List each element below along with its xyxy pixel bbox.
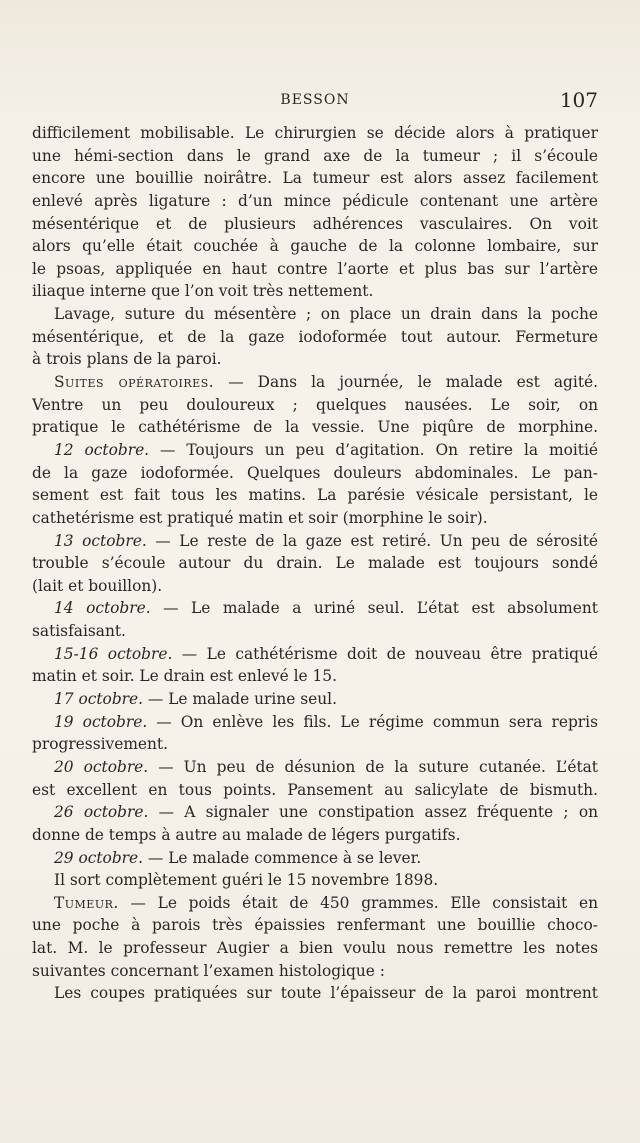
- text-line: [32, 530, 598, 553]
- text-line: [32, 145, 598, 168]
- text-line: [32, 552, 598, 575]
- line-text: — Le cathétérisme doit de nouveau être pratiqué: [172, 644, 598, 663]
- text-line: [32, 597, 598, 620]
- line-text: lat. M. le professeur Augier a bien voulu nous remettre les notes: [32, 939, 598, 958]
- text-line: [32, 892, 598, 915]
- text-line: [32, 779, 598, 802]
- date-label: 20 octobre.: [54, 757, 149, 776]
- date-label: 29 octobre.: [54, 848, 144, 867]
- text-line: [32, 416, 598, 439]
- line-text: sement est fait tous les matins. La parésie vésicale persistant, le: [32, 486, 598, 505]
- line-text: — A signaler une constipation assez fréquente ; on: [148, 803, 598, 822]
- line-text: — Le poids était de 450 grammes. Elle consistait en: [118, 893, 598, 912]
- text-line: [32, 439, 598, 462]
- line-text: est excellent en tous points. Pansement au salicylate de bismuth.: [32, 780, 598, 799]
- running-head-author: BESSON: [280, 92, 350, 108]
- text-line: [32, 303, 598, 326]
- text-line: [32, 847, 598, 870]
- running-head: [32, 88, 598, 114]
- text-line: [32, 824, 598, 847]
- text-line: [32, 484, 598, 507]
- line-text: — Un peu de désunion de la suture cutanée. L’état: [148, 757, 598, 776]
- text-line: [32, 914, 598, 937]
- text-line: [32, 507, 598, 530]
- text-line: [32, 167, 598, 190]
- text-line: [32, 258, 598, 281]
- text-line: [32, 982, 598, 1005]
- line-text: suivantes concernant l’examen histologique :: [32, 961, 385, 980]
- line-text: Les coupes pratiquées sur toute l’épaisseur de la paroi montrent: [54, 984, 598, 1003]
- date-label: 12 octobre.: [54, 440, 150, 459]
- text-line: [32, 711, 598, 734]
- text-line: [32, 620, 598, 643]
- line-text: à trois plans de la paroi.: [32, 350, 222, 369]
- line-text: iliaque interne que l’on voit très nettement.: [32, 282, 374, 301]
- line-text: difficilement mobilisable. Le chirurgien se décide alors à pratiquer: [32, 124, 598, 142]
- line-text: une hémi-section dans le grand axe de la tumeur ; il s’écoule: [32, 146, 598, 165]
- line-text: — Le reste de la gaze est retiré. Un peu de sérosité: [146, 531, 598, 550]
- text-line: [32, 665, 598, 688]
- section-heading: Suites opératoires.: [54, 373, 215, 392]
- line-text: Il sort complètement guéri le 15 novembre 1898.: [54, 871, 439, 890]
- text-line: [32, 462, 598, 485]
- line-text: — On enlève les fils. Le régime commun sera repris: [147, 712, 598, 731]
- line-text: Ventre un peu douloureux ; quelques nausées. Le soir, on: [32, 395, 598, 414]
- text-line: [32, 733, 598, 756]
- line-text: progressivement.: [32, 735, 169, 754]
- line-text: de la gaze iodoformée. Quelques douleurs abdominales. Le pan-: [32, 463, 598, 482]
- text-line: [32, 643, 598, 666]
- text-line: [32, 280, 598, 303]
- line-text: alors qu’elle était couchée à gauche de la colonne lombaire, sur: [32, 237, 598, 256]
- line-text: (lait et bouillon).: [32, 576, 163, 595]
- line-text: matin et soir. Le drain est enlevé le 15.: [32, 667, 337, 686]
- date-label: 26 octobre.: [54, 803, 149, 822]
- line-text: satisfaisant.: [32, 622, 126, 641]
- line-text: pratique le cathétérisme de la vessie. Une piqûre de morphine.: [32, 418, 598, 437]
- line-text: — Dans la journée, le malade est agité.: [214, 373, 598, 392]
- date-label: 14 octobre.: [54, 599, 151, 618]
- line-text: donne de temps à autre au malade de légers purgatifs.: [32, 825, 461, 844]
- text-line: [32, 213, 598, 236]
- text-line: [32, 869, 598, 892]
- text-line: [32, 937, 598, 960]
- line-text: le psoas, appliquée en haut contre l’aorte et plus bas sur l’artère: [32, 259, 598, 278]
- body-text: [32, 122, 598, 1005]
- line-text: cathetérisme est pratiqué matin et soir (morphine le soir).: [32, 508, 488, 527]
- text-line: [32, 960, 598, 983]
- text-line: [32, 756, 598, 779]
- line-text: — Le malade a uriné seul. L’état est absolument: [150, 599, 598, 618]
- text-line: [32, 688, 598, 711]
- line-text: mésentérique, et de la gaze iodoformée tout autour. Fermeture: [32, 327, 598, 346]
- date-label: 15-16 octobre.: [54, 644, 173, 663]
- text-line: [32, 801, 598, 824]
- line-text: mésentérique et de plusieurs adhérences vasculaires. On voit: [32, 214, 598, 233]
- text-line: [32, 190, 598, 213]
- line-text: Lavage, suture du mésentère ; on place un drain dans la poche: [54, 305, 598, 324]
- section-heading: Tumeur.: [54, 893, 119, 912]
- date-label: 17 octobre.: [54, 690, 144, 709]
- line-text: — Toujours un peu d’agitation. On retire la moitié: [149, 440, 598, 459]
- text-line: [32, 235, 598, 258]
- line-text: — Le malade commence à se lever.: [143, 848, 422, 867]
- page-number: 107: [559, 88, 598, 112]
- text-line: [32, 326, 598, 349]
- text-line: [32, 348, 598, 371]
- line-text: enlevé après ligature : d’un mince pédicule contenant une artère: [32, 191, 598, 210]
- line-text: une poche à parois très épaissies renfermant une bouillie choco-: [32, 916, 598, 935]
- line-text: encore une bouillie noirâtre. La tumeur est alors assez facilement: [32, 169, 598, 188]
- line-text: trouble s’écoule autour du drain. Le malade est toujours sondé: [32, 554, 598, 573]
- text-line: [32, 122, 598, 145]
- text-line: [32, 371, 598, 394]
- line-text: — Le malade urine seul.: [143, 690, 337, 709]
- text-line: [32, 575, 598, 598]
- text-line: [32, 394, 598, 417]
- date-label: 19 octobre.: [54, 712, 148, 731]
- date-label: 13 octobre.: [54, 531, 147, 550]
